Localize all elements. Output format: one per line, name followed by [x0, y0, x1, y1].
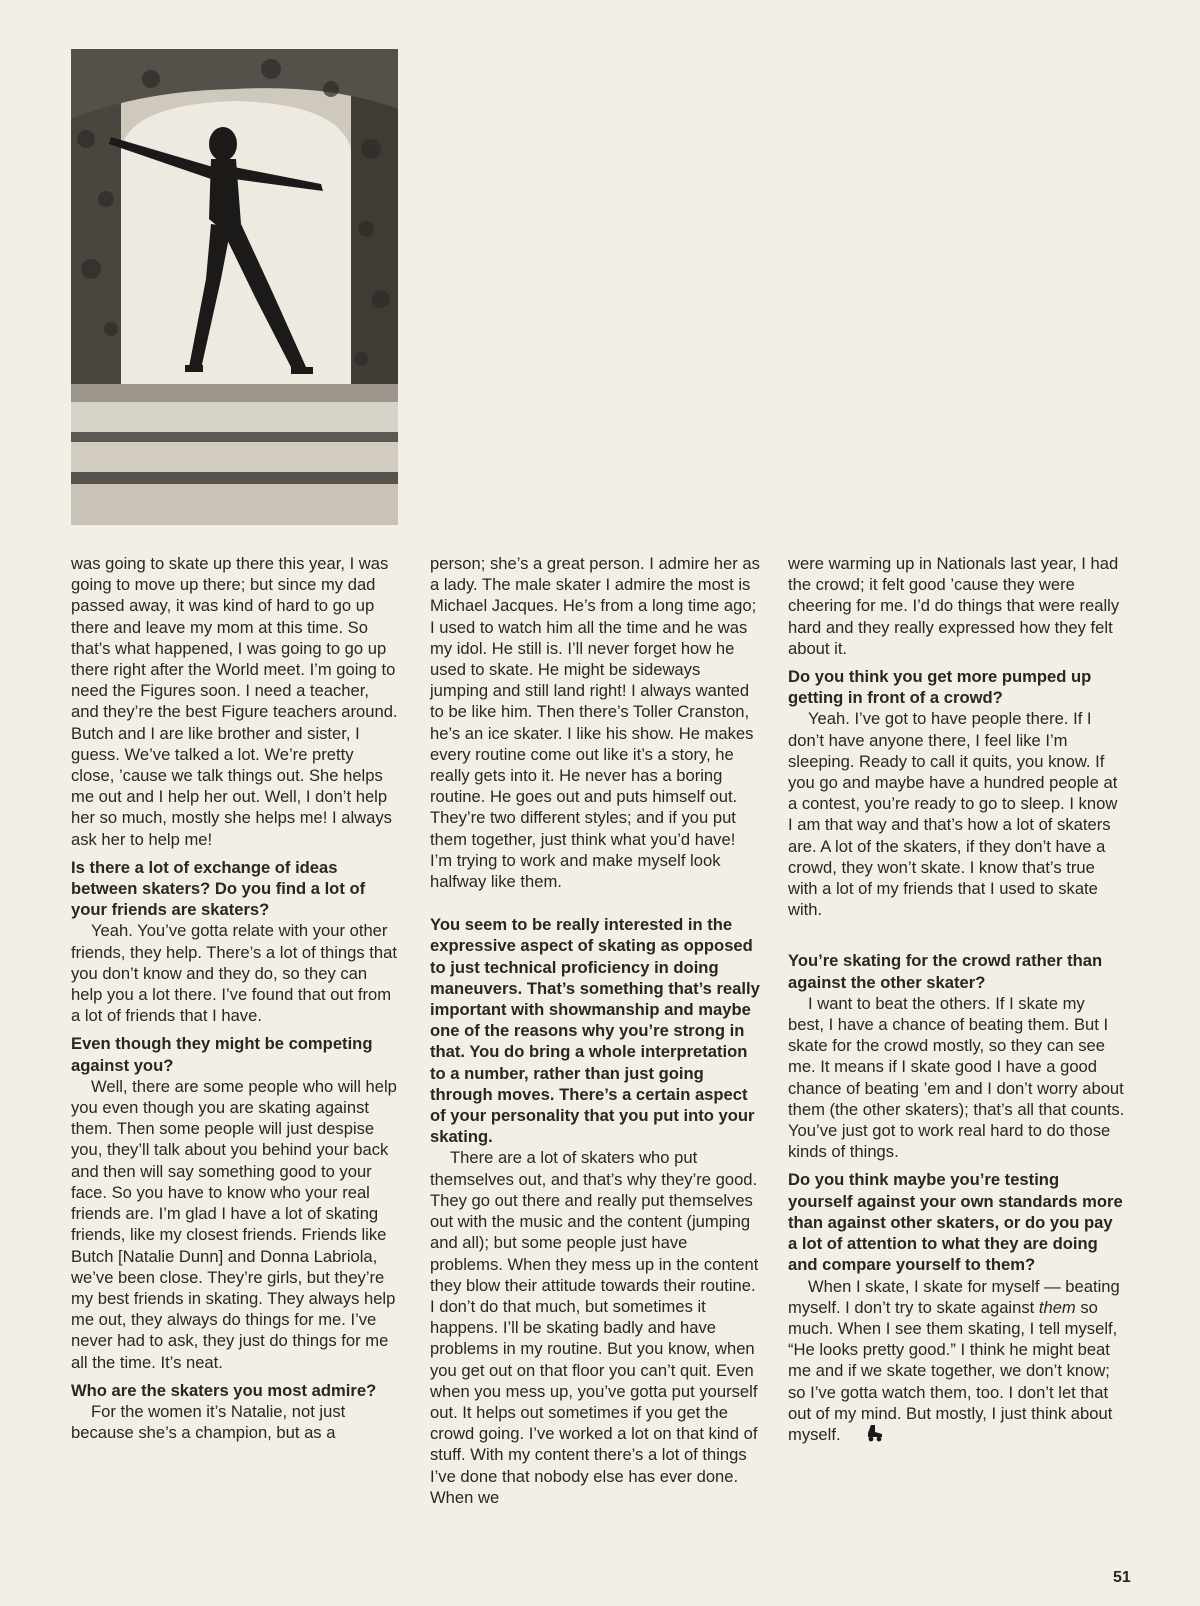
text-column-3: [788, 553, 1125, 1447]
answer-paragraph: were warming up in Nationals last year, I had the crowd; it felt good ’cause they were cheering for me. I’d do things that were really hard and they really expressed how they felt about it.: [788, 554, 1120, 658]
answer-text-start: When I skate, I skate for myself — beating myself. I don’t try to skate against: [788, 1276, 1120, 1317]
answer-paragraph: Yeah. I’ve got to have people there. If I don’t have anyone there, I feel like I’m sleeping. Ready to call it quits, you know. If you go and maybe have a hundred people at a contest, you’re ready to go to sleep. I know I am that way and that’s how a lot of skaters are. A lot of the skaters, if they don’t have a crowd, they won’t skate. I know that’s true with a lot of my friends that I used to skate with.: [788, 709, 1118, 920]
answer-paragraph: person; she’s a great person. I admire her as a lady. The male skater I admire the most is Michael Jacques. He’s from a long time ago; I used to watch him all the time and he was my idol. He still is. I’ll never forget how he used to skate. He might be sideways jumping and still land right! I always wanted to be like him. Then there’s Toller Cranston, he’s an ice skater. I like his show. He makes every routine come out like it’s a story, he really gets into it. He never has a boring routine. He goes out and puts himself out. They’re two different styles; and if you put them together, just think what you’d have! I’m trying to work and make myself look halfway like them.: [430, 554, 760, 892]
skater-photo: [71, 49, 398, 525]
question-paragraph: Do you think maybe you’re testing yourself against your own standards more than against other skaters, or do you pay a lot of attention to what they are doing and compare yourself to them?: [788, 1170, 1123, 1275]
page-number: 51: [1113, 1569, 1131, 1586]
answer-paragraph: I want to beat the others. If I skate my best, I have a chance of beating them. But I skate for the crowd mostly, so they can see me. It means if I skate good I have a good chance of beating ’em and I don’t worry about them (the other skaters); that’s all that counts. You’ve just got to work real hard to do those kinds of things.: [788, 993, 1125, 1162]
final-answer-paragraph: [788, 1276, 1125, 1448]
question-paragraph: Who are the skaters you most admire?: [71, 1380, 377, 1400]
question-paragraph: You’re skating for the crowd rather than against the other skater?: [788, 951, 1103, 992]
roller-skate-end-mark-icon: [845, 1424, 885, 1447]
text-column-1: [71, 553, 398, 1443]
answer-paragraph: For the women it’s Natalie, not just because she’s a champion, but as a: [71, 1401, 346, 1443]
emphasis-text: them: [1038, 1297, 1076, 1317]
question-paragraph: Do you think you get more pumped up getting in front of a crowd?: [788, 667, 1092, 708]
answer-text-end: so much. When I see them skating, I tell myself, “He looks pretty good.” I think he might beat me and if we skate together, we don’t know; so I’ve gotta watch them, too. I don’t let that out of my mind. But mostly, I just think about myself.: [788, 1297, 1118, 1444]
text-column-2: [430, 553, 760, 1508]
question-paragraph: You seem to be really interested in the expressive aspect of skating as opposed to just technical proficiency in doing maneuvers. That’s something that’s really important with showmanship and maybe one of the reasons why you’re strong in that. You do bring a whole interpretation to a number, rather than just going through moves. There’s a certain aspect of your personality that you put into your skating.: [430, 915, 760, 1147]
answer-paragraph: Well, there are some people who will help you even though you are skating against them. Then some people will just despise you, they’ll talk about you behind your back and then will say something good to your face. So you have to know who your real friends are. I’m glad I have a lot of skating friends, like my closest friends. Friends like Butch [Natalie Dunn] and Donna Labriola, we’ve been close. They’re girls, but they’re my best friends in skating. They always help me out, they always do things for me. I’ve never had to ask, they just do things for me all the time. It’s neat.: [71, 1076, 397, 1372]
answer-paragraph: There are a lot of skaters who put themselves out, and that’s why they’re good. They go out there and really put themselves out with the music and the content (jumping and all); but some people just have problems. When they mess up in the content they blow their attitude towards their routine. I don’t do that much, but sometimes it happens. I’ll be skating badly and have problems in my routine. But you know, when you get out on that floor you can’t quit. Even when you mess up, you’ve gotta put yourself out. It helps out sometimes if you get the crowd going. I’ve worked a lot on that kind of stuff. With my content there’s a lot of things I’ve done that nobody else has ever done. When we: [430, 1148, 759, 1507]
answer-paragraph: was going to skate up there this year, I was going to move up there; but since my dad passed away, it was kind of hard to go up there and leave my mom at this time. So that’s what happened, I was going to go up there right after the World meet. I’m going to need the Figures soon. I need a teacher, and they’re the best Figure teachers around. Butch and I are like brother and sister, I guess. We’ve talked a lot. We’re pretty close, ’cause we talk things out. She helps me out and I help her out. Well, I don’t help her so much, mostly she helps me! I always ask her to help me!: [71, 554, 398, 849]
answer-paragraph: Yeah. You’ve gotta relate with your other friends, they help. There’s a lot of things that you don’t know and they do, so they can help you a lot there. I’ve found that out from a lot of friends that I have.: [71, 921, 397, 1026]
question-paragraph: Is there a lot of exchange of ideas between skaters? Do you find a lot of your friends are skaters?: [71, 857, 366, 920]
question-paragraph: Even though they might be competing against you?: [71, 1034, 373, 1075]
